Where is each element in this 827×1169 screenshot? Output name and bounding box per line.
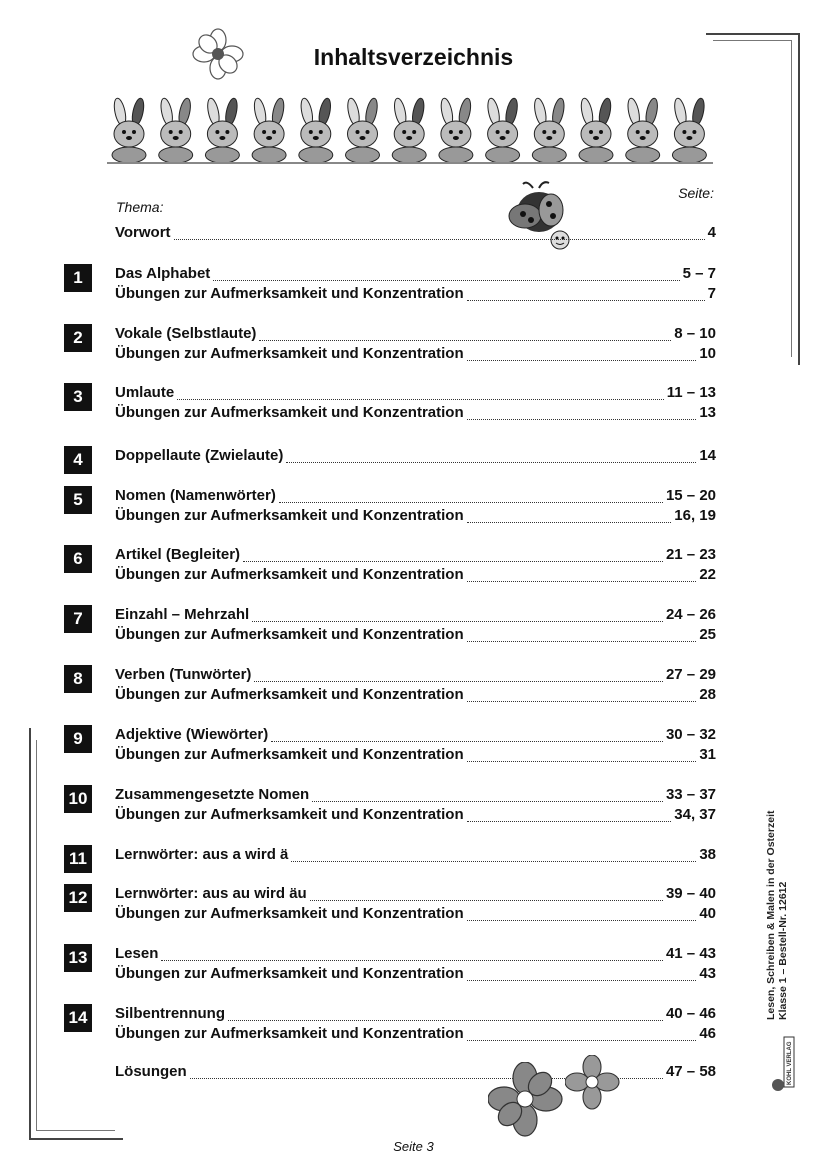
toc-label: Einzahl – Mehrzahl bbox=[115, 606, 250, 623]
toc-page: 7 bbox=[707, 285, 716, 302]
toc-page: 41 – 43 bbox=[665, 945, 716, 962]
bunny-icon bbox=[486, 97, 520, 163]
dot-leader bbox=[467, 820, 672, 822]
imprint-order-number: Klasse 1 – Bestell-Nr. 12612 bbox=[777, 881, 789, 1020]
page-title: Inhaltsverzeichnis bbox=[313, 44, 514, 70]
dot-leader bbox=[467, 359, 697, 361]
flower-icon bbox=[565, 1055, 620, 1110]
toc-row-exercise bbox=[115, 686, 716, 706]
bunny-icon bbox=[672, 97, 706, 163]
dot-leader bbox=[286, 461, 696, 463]
chapter-number-badge: 1 bbox=[64, 264, 92, 292]
bunny-icon bbox=[532, 97, 566, 163]
dot-leader bbox=[254, 680, 663, 682]
toc-row-exercise bbox=[115, 806, 716, 826]
page-number: Seite 3 bbox=[393, 1139, 434, 1154]
toc-row-chapter bbox=[115, 1005, 716, 1025]
toc-row-exercise bbox=[115, 285, 716, 305]
toc-page: 11 – 13 bbox=[666, 384, 716, 401]
toc-label: Übungen zur Aufmerksamkeit und Konzentration bbox=[115, 1025, 464, 1042]
publisher-imprint bbox=[760, 790, 820, 1020]
toc-row-chapter bbox=[115, 726, 716, 746]
toc-label: Übungen zur Aufmerksamkeit und Konzentration bbox=[115, 404, 464, 421]
dot-leader bbox=[467, 760, 697, 762]
dot-leader bbox=[174, 238, 705, 240]
toc-page: 39 – 40 bbox=[665, 885, 716, 902]
toc-page: 43 bbox=[699, 965, 716, 982]
toc-row-chapter bbox=[115, 384, 716, 404]
toc-label: Übungen zur Aufmerksamkeit und Konzentration bbox=[115, 566, 464, 583]
toc-row-chapter bbox=[115, 666, 716, 686]
dot-leader bbox=[228, 1019, 663, 1021]
chapter-number-badge: 6 bbox=[64, 545, 92, 573]
dot-leader bbox=[279, 501, 663, 503]
toc-label: Übungen zur Aufmerksamkeit und Konzentration bbox=[115, 626, 464, 643]
dot-leader bbox=[467, 640, 697, 642]
toc-page: 47 – 58 bbox=[665, 1063, 716, 1080]
thema-column-header: Thema: bbox=[116, 199, 164, 215]
toc-page: 46 bbox=[699, 1025, 716, 1042]
toc-label: Übungen zur Aufmerksamkeit und Konzentration bbox=[115, 806, 464, 823]
bunny-icon bbox=[252, 97, 286, 163]
dot-leader bbox=[467, 979, 697, 981]
toc-label: Übungen zur Aufmerksamkeit und Konzentration bbox=[115, 507, 464, 524]
chapter-number-badge: 11 bbox=[64, 845, 92, 873]
toc-page: 34, 37 bbox=[674, 806, 716, 823]
svg-text:KOHL VERLAG: KOHL VERLAG bbox=[787, 1041, 793, 1085]
toc-label: Adjektive (Wiewörter) bbox=[115, 726, 269, 743]
toc-row-chapter bbox=[115, 786, 716, 806]
toc-page: 27 – 29 bbox=[665, 666, 716, 683]
toc-row-chapter bbox=[115, 265, 716, 285]
chapter-number-badge: 12 bbox=[64, 884, 92, 912]
toc-label: Artikel (Begleiter) bbox=[115, 546, 241, 563]
imprint-title: Lesen, Schreiben & Malen in der Osterzeit bbox=[765, 810, 777, 1020]
toc-row-chapter bbox=[115, 945, 716, 965]
bunny-icon bbox=[579, 97, 613, 163]
chapter-number-badge: 10 bbox=[64, 785, 92, 813]
toc-page: 15 – 20 bbox=[665, 487, 716, 504]
toc-row-loesungen bbox=[115, 1063, 716, 1083]
toc-row-exercise bbox=[115, 1025, 716, 1045]
toc-page: 16, 19 bbox=[674, 507, 716, 524]
toc-row-exercise bbox=[115, 345, 716, 365]
toc-page: 31 bbox=[699, 746, 716, 763]
chapter-number-badge: 3 bbox=[64, 383, 92, 411]
toc-label: Vorwort bbox=[115, 224, 171, 241]
toc-page: 10 bbox=[699, 345, 716, 362]
toc-label: Umlaute bbox=[115, 384, 175, 401]
toc-row-chapter bbox=[115, 325, 716, 345]
toc-page: 4 bbox=[707, 224, 716, 241]
chapter-number-badge: 2 bbox=[64, 324, 92, 352]
toc-label: Übungen zur Aufmerksamkeit und Konzentration bbox=[115, 965, 464, 982]
toc-label: Nomen (Namenwörter) bbox=[115, 487, 276, 504]
dot-leader bbox=[177, 398, 664, 400]
dot-leader bbox=[312, 800, 663, 802]
dot-leader bbox=[252, 620, 663, 622]
toc-row-exercise bbox=[115, 746, 716, 766]
bunny-icon bbox=[205, 97, 239, 163]
toc-page: 30 – 32 bbox=[665, 726, 716, 743]
dot-leader bbox=[243, 560, 663, 562]
toc-page: 40 – 46 bbox=[665, 1005, 716, 1022]
toc-label: Lesen bbox=[115, 945, 159, 962]
toc-page: 21 – 23 bbox=[665, 546, 716, 563]
toc-label: Übungen zur Aufmerksamkeit und Konzentration bbox=[115, 285, 464, 302]
chapter-number-badge: 4 bbox=[64, 446, 92, 474]
toc-page: 33 – 37 bbox=[665, 786, 716, 803]
toc-label: Das Alphabet bbox=[115, 265, 211, 282]
dot-leader bbox=[213, 279, 679, 281]
dot-leader bbox=[467, 299, 705, 301]
toc-row-chapter bbox=[115, 885, 716, 905]
chapter-number-badge: 8 bbox=[64, 665, 92, 693]
toc-row-exercise bbox=[115, 404, 716, 424]
chapter-number-badge: 13 bbox=[64, 944, 92, 972]
bunny-icon bbox=[626, 97, 660, 163]
dot-leader bbox=[467, 418, 697, 420]
toc-row-chapter bbox=[115, 447, 716, 467]
toc-row-exercise bbox=[115, 507, 716, 527]
toc-label: Zusammengesetzte Nomen bbox=[115, 786, 310, 803]
toc-row-chapter bbox=[115, 546, 716, 566]
toc-page: 14 bbox=[699, 447, 716, 464]
toc-page: 38 bbox=[699, 846, 716, 863]
toc-row-exercise bbox=[115, 626, 716, 646]
dot-leader bbox=[271, 740, 663, 742]
dot-leader bbox=[467, 700, 697, 702]
chapter-number-badge: 9 bbox=[64, 725, 92, 753]
toc-label: Übungen zur Aufmerksamkeit und Konzentration bbox=[115, 345, 464, 362]
chapter-number-badge: 7 bbox=[64, 605, 92, 633]
toc-row-chapter bbox=[115, 487, 716, 507]
toc-page: 25 bbox=[699, 626, 716, 643]
toc-row-vorwort bbox=[115, 224, 716, 244]
toc-page: 28 bbox=[699, 686, 716, 703]
bunny-border-icon bbox=[107, 96, 713, 164]
publisher-logo-icon bbox=[770, 1035, 800, 1095]
toc-label: Übungen zur Aufmerksamkeit und Konzentration bbox=[115, 686, 464, 703]
dot-leader bbox=[291, 860, 696, 862]
toc-label: Lernwörter: aus a wird ä bbox=[115, 846, 289, 863]
bunny-icon bbox=[299, 97, 333, 163]
toc-page: 24 – 26 bbox=[665, 606, 716, 623]
page-corner-top-right-inner bbox=[713, 40, 792, 357]
chapter-number-badge: 5 bbox=[64, 486, 92, 514]
toc-label: Lösungen bbox=[115, 1063, 187, 1080]
bunny-icon bbox=[159, 97, 193, 163]
dot-leader bbox=[161, 959, 663, 961]
bunny-icon bbox=[439, 97, 473, 163]
toc-page: 13 bbox=[699, 404, 716, 421]
bunny-icon bbox=[346, 97, 380, 163]
bunny-icon bbox=[112, 97, 146, 163]
toc-row-exercise bbox=[115, 965, 716, 985]
toc-row-exercise bbox=[115, 905, 716, 925]
dot-leader bbox=[310, 899, 663, 901]
toc-label: Übungen zur Aufmerksamkeit und Konzentration bbox=[115, 746, 464, 763]
toc-label: Vokale (Selbstlaute) bbox=[115, 325, 257, 342]
flower-icon bbox=[488, 1062, 563, 1137]
toc-page: 8 – 10 bbox=[674, 325, 716, 342]
chapter-number-badge: 14 bbox=[64, 1004, 92, 1032]
dot-leader bbox=[467, 580, 697, 582]
seite-column-header: Seite: bbox=[678, 185, 714, 201]
toc-label: Übungen zur Aufmerksamkeit und Konzentration bbox=[115, 905, 464, 922]
dot-leader bbox=[467, 1039, 697, 1041]
toc-page: 22 bbox=[699, 566, 716, 583]
bunny-icon bbox=[392, 97, 426, 163]
toc-page: 40 bbox=[699, 905, 716, 922]
toc-label: Doppellaute (Zwielaute) bbox=[115, 447, 284, 464]
toc-label: Verben (Tunwörter) bbox=[115, 666, 252, 683]
toc-label: Silbentrennung bbox=[115, 1005, 225, 1022]
dot-leader bbox=[467, 521, 672, 523]
ladybug-icon bbox=[505, 180, 575, 258]
toc-label: Lernwörter: aus au wird äu bbox=[115, 885, 307, 902]
toc-row-chapter bbox=[115, 846, 716, 866]
toc-row-exercise bbox=[115, 566, 716, 586]
toc-row-chapter bbox=[115, 606, 716, 626]
dot-leader bbox=[259, 339, 671, 341]
divider bbox=[107, 162, 713, 164]
toc-page: 5 – 7 bbox=[682, 265, 716, 282]
dot-leader bbox=[467, 919, 697, 921]
